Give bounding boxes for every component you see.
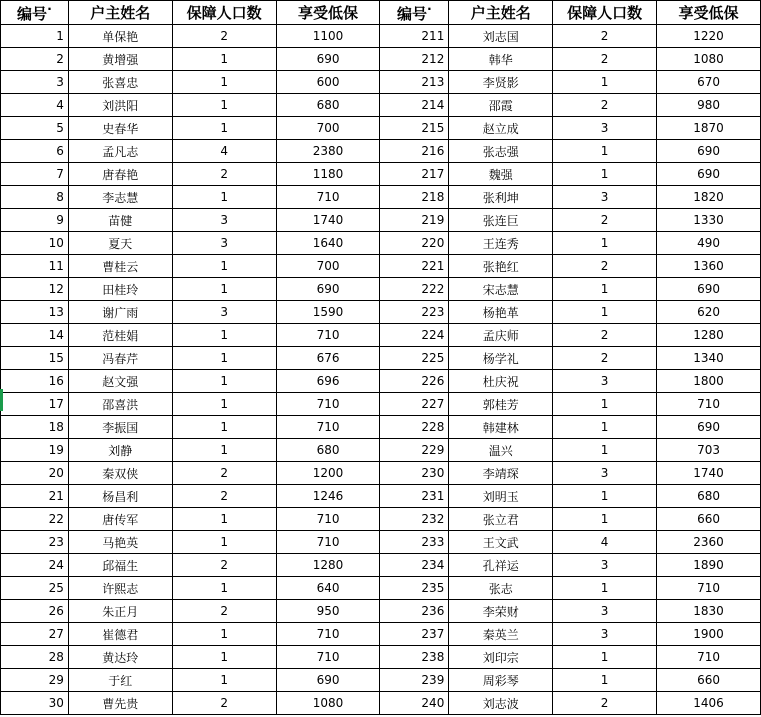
cell-id-2[interactable]: 213 <box>380 71 449 94</box>
cell-id-2[interactable]: 234 <box>380 554 449 577</box>
cell-name-2[interactable]: 李靖琛 <box>449 462 553 485</box>
cell-allowance[interactable]: 1640 <box>276 232 380 255</box>
cell-count-2[interactable]: 4 <box>553 531 657 554</box>
cell-count-2[interactable]: 1 <box>553 278 657 301</box>
cell-allowance-2[interactable]: 980 <box>657 94 761 117</box>
header-id-2-marker: · <box>427 1 432 16</box>
cell-allowance-2[interactable]: 680 <box>657 485 761 508</box>
cell-name-2[interactable]: 张艳红 <box>449 255 553 278</box>
cell-name-2[interactable]: 张志 <box>449 577 553 600</box>
cell-id-2[interactable]: 218 <box>380 186 449 209</box>
cell-id[interactable]: 7 <box>1 163 69 186</box>
cell-name-2[interactable]: 王文武 <box>449 531 553 554</box>
cell-id[interactable]: 4 <box>1 94 69 117</box>
cell-count-2[interactable]: 2 <box>553 255 657 278</box>
cell-count-2[interactable]: 2 <box>553 94 657 117</box>
cell-name[interactable]: 唐春艳 <box>68 163 172 186</box>
table-row <box>1 531 761 554</box>
cell-name[interactable]: 赵文强 <box>68 370 172 393</box>
cell-count[interactable]: 1 <box>172 646 276 669</box>
cell-allowance[interactable]: 710 <box>276 508 380 531</box>
cell-allowance[interactable]: 710 <box>276 623 380 646</box>
header-cell-count[interactable]: 保障人口数 <box>172 1 276 25</box>
cell-id-2[interactable]: 219 <box>380 209 449 232</box>
header-cell-name[interactable]: 户主姓名 <box>68 1 172 25</box>
cell-allowance[interactable]: 950 <box>276 600 380 623</box>
cell-id[interactable]: 28 <box>1 646 69 669</box>
cell-name[interactable]: 夏天 <box>68 232 172 255</box>
cell-allowance[interactable]: 640 <box>276 577 380 600</box>
cell-allowance[interactable]: 1280 <box>276 554 380 577</box>
cell-id-2[interactable]: 239 <box>380 669 449 692</box>
table-row <box>1 232 761 255</box>
table-row <box>1 393 761 416</box>
table-row <box>1 600 761 623</box>
cell-name[interactable]: 秦双侠 <box>68 462 172 485</box>
cell-id-2[interactable]: 222 <box>380 278 449 301</box>
cell-allowance-2[interactable]: 670 <box>657 71 761 94</box>
table-row <box>1 94 761 117</box>
header-cell-count-2[interactable]: 保障人口数 <box>553 1 657 25</box>
cell-count[interactable]: 1 <box>172 347 276 370</box>
cell-count-2[interactable]: 1 <box>553 232 657 255</box>
table-row <box>1 669 761 692</box>
cell-count[interactable]: 1 <box>172 416 276 439</box>
cell-count-2[interactable]: 1 <box>553 416 657 439</box>
cell-id-2[interactable]: 223 <box>380 301 449 324</box>
cell-allowance-2[interactable]: 690 <box>657 416 761 439</box>
cell-count-2[interactable]: 1 <box>553 393 657 416</box>
table-row <box>1 117 761 140</box>
row-edge-marker <box>0 389 3 411</box>
cell-allowance-2[interactable]: 1330 <box>657 209 761 232</box>
cell-allowance-2[interactable]: 1800 <box>657 370 761 393</box>
cell-name-2[interactable]: 杨学礼 <box>449 347 553 370</box>
cell-id[interactable]: 21 <box>1 485 69 508</box>
cell-count-2[interactable]: 2 <box>553 48 657 71</box>
cell-name-2[interactable]: 宋志慧 <box>449 278 553 301</box>
cell-name-2[interactable]: 邵霞 <box>449 94 553 117</box>
cell-count-2[interactable]: 1 <box>553 508 657 531</box>
cell-name[interactable]: 田桂玲 <box>68 278 172 301</box>
cell-count[interactable]: 1 <box>172 669 276 692</box>
table-row <box>1 209 761 232</box>
table-row <box>1 48 761 71</box>
header-id-marker: · <box>47 1 52 16</box>
cell-count-2[interactable]: 2 <box>553 324 657 347</box>
cell-name[interactable]: 李志慧 <box>68 186 172 209</box>
cell-id-2[interactable]: 236 <box>380 600 449 623</box>
cell-name[interactable]: 朱正月 <box>68 600 172 623</box>
cell-name-2[interactable]: 刘志国 <box>449 25 553 48</box>
cell-id[interactable]: 17 <box>1 393 69 416</box>
cell-count[interactable]: 2 <box>172 600 276 623</box>
cell-count[interactable]: 3 <box>172 301 276 324</box>
cell-allowance-2[interactable]: 1830 <box>657 600 761 623</box>
cell-name[interactable]: 邱福生 <box>68 554 172 577</box>
cell-id-2[interactable]: 232 <box>380 508 449 531</box>
cell-id-2[interactable]: 212 <box>380 48 449 71</box>
cell-allowance[interactable]: 680 <box>276 94 380 117</box>
cell-name[interactable]: 孟凡志 <box>68 140 172 163</box>
cell-id[interactable]: 6 <box>1 140 69 163</box>
table-row <box>1 71 761 94</box>
table-row <box>1 577 761 600</box>
cell-name-2[interactable]: 李贤影 <box>449 71 553 94</box>
cell-count[interactable]: 1 <box>172 186 276 209</box>
cell-name-2[interactable]: 张志强 <box>449 140 553 163</box>
cell-count[interactable]: 3 <box>172 209 276 232</box>
cell-id-2[interactable]: 228 <box>380 416 449 439</box>
cell-id[interactable]: 12 <box>1 278 69 301</box>
cell-id-2[interactable]: 240 <box>380 692 449 715</box>
cell-allowance-2[interactable]: 710 <box>657 393 761 416</box>
table-row <box>1 255 761 278</box>
cell-count[interactable]: 1 <box>172 71 276 94</box>
header-cell-id-2[interactable] <box>380 1 449 25</box>
cell-name-2[interactable]: 杜庆祝 <box>449 370 553 393</box>
cell-name[interactable]: 曹桂云 <box>68 255 172 278</box>
cell-name[interactable]: 史春华 <box>68 117 172 140</box>
cell-count-2[interactable]: 1 <box>553 485 657 508</box>
cell-name-2[interactable]: 周彩琴 <box>449 669 553 692</box>
table-row <box>1 347 761 370</box>
cell-id[interactable]: 3 <box>1 71 69 94</box>
cell-count-2[interactable]: 3 <box>553 554 657 577</box>
cell-name-2[interactable]: 刘印宗 <box>449 646 553 669</box>
cell-count-2[interactable]: 1 <box>553 646 657 669</box>
cell-id-2[interactable]: 214 <box>380 94 449 117</box>
cell-name-2[interactable]: 李荣财 <box>449 600 553 623</box>
cell-allowance[interactable]: 600 <box>276 71 380 94</box>
cell-name-2[interactable]: 杨艳革 <box>449 301 553 324</box>
table-row <box>1 140 761 163</box>
cell-name[interactable]: 唐传军 <box>68 508 172 531</box>
cell-id-2[interactable]: 216 <box>380 140 449 163</box>
cell-id[interactable]: 19 <box>1 439 69 462</box>
cell-name-2[interactable]: 韩华 <box>449 48 553 71</box>
cell-allowance[interactable]: 710 <box>276 186 380 209</box>
cell-allowance[interactable]: 680 <box>276 439 380 462</box>
cell-allowance[interactable]: 710 <box>276 531 380 554</box>
cell-name-2[interactable]: 秦英兰 <box>449 623 553 646</box>
cell-count[interactable]: 2 <box>172 485 276 508</box>
cell-allowance[interactable]: 710 <box>276 324 380 347</box>
cell-count[interactable]: 2 <box>172 554 276 577</box>
cell-allowance[interactable]: 1740 <box>276 209 380 232</box>
cell-count-2[interactable]: 1 <box>553 301 657 324</box>
cell-count-2[interactable]: 1 <box>553 577 657 600</box>
cell-id[interactable]: 26 <box>1 600 69 623</box>
table-row <box>1 462 761 485</box>
cell-id-2[interactable]: 225 <box>380 347 449 370</box>
table-row <box>1 439 761 462</box>
cell-count[interactable]: 1 <box>172 48 276 71</box>
cell-id-2[interactable]: 226 <box>380 370 449 393</box>
cell-id-2[interactable]: 229 <box>380 439 449 462</box>
cell-id-2[interactable]: 238 <box>380 646 449 669</box>
cell-name[interactable]: 于红 <box>68 669 172 692</box>
cell-id[interactable]: 30 <box>1 692 69 715</box>
cell-allowance[interactable]: 676 <box>276 347 380 370</box>
cell-count-2[interactable]: 3 <box>553 370 657 393</box>
cell-count-2[interactable]: 1 <box>553 140 657 163</box>
cell-name-2[interactable]: 韩建林 <box>449 416 553 439</box>
cell-name[interactable]: 黄达玲 <box>68 646 172 669</box>
cell-id-2[interactable]: 230 <box>380 462 449 485</box>
cell-id-2[interactable]: 224 <box>380 324 449 347</box>
cell-count[interactable]: 1 <box>172 393 276 416</box>
cell-id-2[interactable]: 237 <box>380 623 449 646</box>
cell-count-2[interactable]: 1 <box>553 71 657 94</box>
header-id-text: 编号 <box>17 5 48 23</box>
table-row <box>1 646 761 669</box>
header-cell-id[interactable] <box>1 1 69 25</box>
cell-allowance-2[interactable]: 1890 <box>657 554 761 577</box>
cell-allowance[interactable]: 690 <box>276 669 380 692</box>
cell-name[interactable]: 张喜忠 <box>68 71 172 94</box>
cell-allowance[interactable]: 700 <box>276 117 380 140</box>
cell-name-2[interactable]: 温兴 <box>449 439 553 462</box>
header-cell-allowance-2[interactable]: 享受低保 <box>657 1 761 25</box>
cell-allowance-2[interactable]: 1820 <box>657 186 761 209</box>
cell-allowance-2[interactable]: 660 <box>657 508 761 531</box>
cell-allowance-2[interactable]: 2360 <box>657 531 761 554</box>
cell-count-2[interactable]: 3 <box>553 186 657 209</box>
cell-name[interactable]: 杨昌利 <box>68 485 172 508</box>
cell-allowance-2[interactable]: 1406 <box>657 692 761 715</box>
cell-allowance-2[interactable]: 710 <box>657 577 761 600</box>
cell-id-2[interactable]: 227 <box>380 393 449 416</box>
cell-allowance-2[interactable]: 1360 <box>657 255 761 278</box>
cell-count-2[interactable]: 3 <box>553 462 657 485</box>
cell-id[interactable]: 15 <box>1 347 69 370</box>
cell-name[interactable]: 刘静 <box>68 439 172 462</box>
cell-allowance-2[interactable]: 1900 <box>657 623 761 646</box>
cell-id-2[interactable]: 217 <box>380 163 449 186</box>
cell-count[interactable]: 1 <box>172 94 276 117</box>
cell-id-2[interactable]: 215 <box>380 117 449 140</box>
table-row <box>1 186 761 209</box>
cell-id[interactable]: 16 <box>1 370 69 393</box>
cell-name[interactable]: 崔德君 <box>68 623 172 646</box>
cell-allowance[interactable]: 1100 <box>276 25 380 48</box>
cell-id-2[interactable]: 235 <box>380 577 449 600</box>
cell-count-2[interactable]: 1 <box>553 439 657 462</box>
cell-allowance-2[interactable]: 1740 <box>657 462 761 485</box>
header-id-2-text: 编号 <box>397 5 428 23</box>
cell-name-2[interactable]: 孔祥运 <box>449 554 553 577</box>
cell-count[interactable]: 1 <box>172 508 276 531</box>
cell-count[interactable]: 1 <box>172 577 276 600</box>
cell-id[interactable]: 5 <box>1 117 69 140</box>
table-row <box>1 163 761 186</box>
cell-allowance-2[interactable]: 620 <box>657 301 761 324</box>
cell-id[interactable]: 27 <box>1 623 69 646</box>
cell-allowance[interactable]: 690 <box>276 278 380 301</box>
table-row <box>1 278 761 301</box>
cell-allowance-2[interactable]: 1340 <box>657 347 761 370</box>
cell-name[interactable]: 李振国 <box>68 416 172 439</box>
cell-name[interactable]: 谢广雨 <box>68 301 172 324</box>
cell-name-2[interactable]: 张利坤 <box>449 186 553 209</box>
cell-allowance-2[interactable]: 690 <box>657 140 761 163</box>
cell-allowance-2[interactable]: 1220 <box>657 25 761 48</box>
cell-allowance[interactable]: 1246 <box>276 485 380 508</box>
cell-name[interactable]: 许熙志 <box>68 577 172 600</box>
cell-name-2[interactable]: 魏强 <box>449 163 553 186</box>
cell-count[interactable]: 2 <box>172 692 276 715</box>
cell-name-2[interactable]: 郭桂芳 <box>449 393 553 416</box>
cell-allowance-2[interactable]: 1870 <box>657 117 761 140</box>
cell-id[interactable]: 25 <box>1 577 69 600</box>
cell-allowance[interactable]: 2380 <box>276 140 380 163</box>
cell-count-2[interactable]: 3 <box>553 600 657 623</box>
cell-id-2[interactable]: 233 <box>380 531 449 554</box>
cell-id[interactable]: 22 <box>1 508 69 531</box>
cell-allowance[interactable]: 1180 <box>276 163 380 186</box>
cell-id-2[interactable]: 211 <box>380 25 449 48</box>
cell-count-2[interactable]: 2 <box>553 209 657 232</box>
cell-allowance-2[interactable]: 690 <box>657 278 761 301</box>
cell-count[interactable]: 1 <box>172 439 276 462</box>
cell-name[interactable]: 曹先贵 <box>68 692 172 715</box>
cell-name[interactable]: 邵喜洪 <box>68 393 172 416</box>
cell-id[interactable]: 23 <box>1 531 69 554</box>
cell-allowance[interactable]: 696 <box>276 370 380 393</box>
cell-name[interactable]: 黄增强 <box>68 48 172 71</box>
cell-count[interactable]: 1 <box>172 324 276 347</box>
cell-count[interactable]: 1 <box>172 255 276 278</box>
cell-count-2[interactable]: 3 <box>553 623 657 646</box>
cell-id-2[interactable]: 221 <box>380 255 449 278</box>
table-row <box>1 554 761 577</box>
cell-count[interactable]: 2 <box>172 163 276 186</box>
cell-name-2[interactable]: 张立君 <box>449 508 553 531</box>
cell-id[interactable]: 1 <box>1 25 69 48</box>
table-row <box>1 324 761 347</box>
cell-allowance[interactable]: 700 <box>276 255 380 278</box>
cell-allowance-2[interactable]: 660 <box>657 669 761 692</box>
cell-id[interactable]: 29 <box>1 669 69 692</box>
cell-count[interactable]: 2 <box>172 462 276 485</box>
cell-name-2[interactable]: 孟庆师 <box>449 324 553 347</box>
cell-name-2[interactable]: 赵立成 <box>449 117 553 140</box>
cell-count-2[interactable]: 2 <box>553 347 657 370</box>
cell-count[interactable]: 4 <box>172 140 276 163</box>
cell-name-2[interactable]: 张连巨 <box>449 209 553 232</box>
cell-allowance-2[interactable]: 690 <box>657 163 761 186</box>
table-row <box>1 301 761 324</box>
cell-id[interactable]: 2 <box>1 48 69 71</box>
cell-allowance-2[interactable]: 703 <box>657 439 761 462</box>
cell-allowance[interactable]: 1080 <box>276 692 380 715</box>
cell-name-2[interactable]: 王连秀 <box>449 232 553 255</box>
cell-count-2[interactable]: 2 <box>553 692 657 715</box>
cell-id-2[interactable]: 220 <box>380 232 449 255</box>
cell-allowance-2[interactable]: 1280 <box>657 324 761 347</box>
cell-allowance-2[interactable]: 710 <box>657 646 761 669</box>
table-row <box>1 25 761 48</box>
cell-name-2[interactable]: 刘志波 <box>449 692 553 715</box>
cell-count-2[interactable]: 1 <box>553 669 657 692</box>
cell-count[interactable]: 1 <box>172 278 276 301</box>
header-cell-allowance[interactable]: 享受低保 <box>276 1 380 25</box>
header-row <box>1 1 761 25</box>
cell-id[interactable]: 13 <box>1 301 69 324</box>
cell-allowance[interactable]: 1200 <box>276 462 380 485</box>
cell-id-2[interactable]: 231 <box>380 485 449 508</box>
cell-name[interactable]: 冯春芹 <box>68 347 172 370</box>
cell-count[interactable]: 1 <box>172 370 276 393</box>
cell-allowance[interactable]: 690 <box>276 48 380 71</box>
cell-allowance[interactable]: 710 <box>276 416 380 439</box>
cell-name-2[interactable]: 刘明玉 <box>449 485 553 508</box>
cell-name[interactable]: 刘洪阳 <box>68 94 172 117</box>
cell-id[interactable]: 10 <box>1 232 69 255</box>
cell-id[interactable]: 18 <box>1 416 69 439</box>
cell-count-2[interactable]: 3 <box>553 117 657 140</box>
table-row <box>1 416 761 439</box>
cell-id[interactable]: 11 <box>1 255 69 278</box>
cell-id[interactable]: 20 <box>1 462 69 485</box>
cell-id[interactable]: 9 <box>1 209 69 232</box>
cell-name[interactable]: 单保艳 <box>68 25 172 48</box>
table-row <box>1 623 761 646</box>
cell-allowance-2[interactable]: 490 <box>657 232 761 255</box>
table-body <box>1 25 761 715</box>
cell-allowance[interactable]: 710 <box>276 646 380 669</box>
cell-name[interactable]: 马艳英 <box>68 531 172 554</box>
header-cell-name-2[interactable]: 户主姓名 <box>449 1 553 25</box>
cell-id[interactable]: 14 <box>1 324 69 347</box>
cell-count[interactable]: 1 <box>172 623 276 646</box>
cell-count[interactable]: 2 <box>172 25 276 48</box>
table-row <box>1 692 761 715</box>
cell-count-2[interactable]: 1 <box>553 163 657 186</box>
cell-id[interactable]: 24 <box>1 554 69 577</box>
cell-id[interactable]: 8 <box>1 186 69 209</box>
cell-count-2[interactable]: 2 <box>553 25 657 48</box>
table-row <box>1 508 761 531</box>
table-row <box>1 370 761 393</box>
table-row <box>1 485 761 508</box>
cell-name[interactable]: 范桂娟 <box>68 324 172 347</box>
cell-count[interactable]: 1 <box>172 531 276 554</box>
cell-name[interactable]: 苗健 <box>68 209 172 232</box>
cell-allowance[interactable]: 710 <box>276 393 380 416</box>
cell-allowance-2[interactable]: 1080 <box>657 48 761 71</box>
cell-allowance[interactable]: 1590 <box>276 301 380 324</box>
cell-count[interactable]: 1 <box>172 117 276 140</box>
cell-count[interactable]: 3 <box>172 232 276 255</box>
